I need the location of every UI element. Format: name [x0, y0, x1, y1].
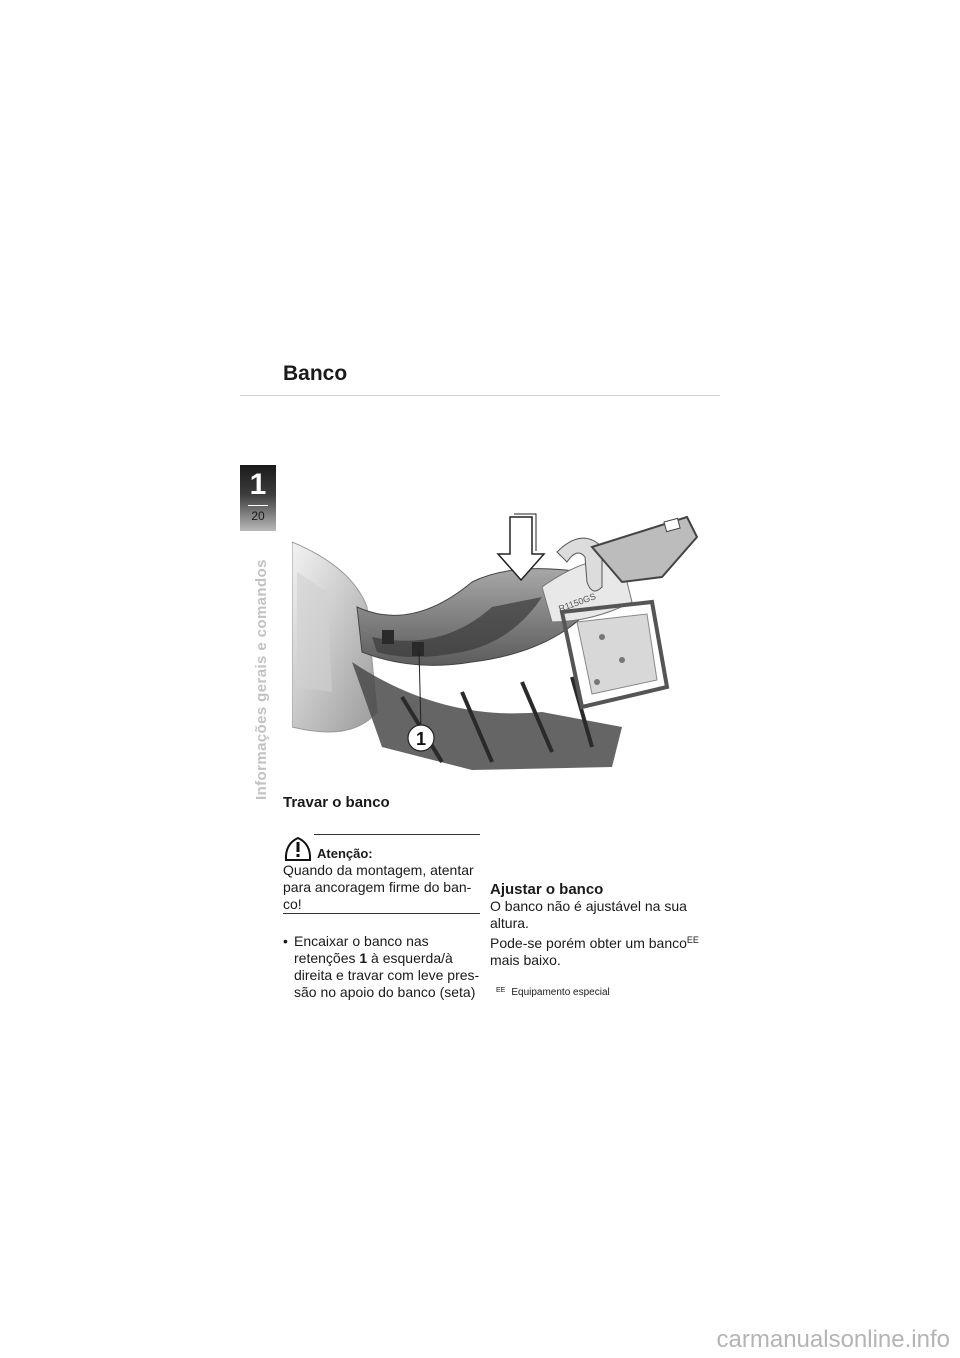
warning-bottom-rule [283, 913, 480, 914]
motorcycle-seat-illustration [292, 512, 702, 774]
watermark: carmanualsonline.info [716, 1326, 950, 1353]
section-heading-ajustar: Ajustar o banco [490, 881, 604, 898]
title-divider [240, 395, 720, 396]
warning-label: Atenção: [317, 846, 373, 861]
ajustar-paragraph [490, 898, 705, 969]
step-text-end: à esquerda/à direita e travar com leve pres-são no apoio do banco (seta) [294, 950, 480, 1000]
step-text-start: Encaixar o banco nas retenções [294, 933, 429, 966]
warning-text: Quando da montagem, atentar para ancoragem firme do ban-co! [283, 862, 474, 912]
ajustar-line-2-end: mais baixo. [490, 952, 561, 968]
chapter-divider [248, 505, 268, 506]
ajustar-line-1: O banco não é ajustável na sua altura. [490, 898, 687, 931]
footnote [496, 987, 610, 998]
page-number: 20 [251, 509, 265, 523]
ajustar-line-2-text: Pode-se porém obter um banco [490, 935, 687, 951]
chapter-number: 1 [249, 468, 267, 501]
list-item [283, 933, 488, 1001]
model-badge: R1150GS [557, 591, 598, 614]
step-ref-number: 1 [359, 950, 368, 966]
ajustar-footnote-ref: EE [686, 935, 699, 945]
step-text [283, 933, 488, 1001]
warning-top-rule [314, 834, 480, 835]
footnote-marker: EE [496, 987, 506, 994]
warning-icon [283, 836, 313, 862]
section-heading-travar: Travar o banco [283, 794, 390, 811]
callout-1: 1 [415, 729, 427, 749]
chapter-side-label: Informações gerais e comandos [253, 559, 270, 800]
page-title: Banco [283, 362, 348, 385]
footnote-text: Equipamento especial [511, 987, 610, 998]
ajustar-line-2 [490, 932, 705, 969]
bullet: • [283, 933, 288, 949]
